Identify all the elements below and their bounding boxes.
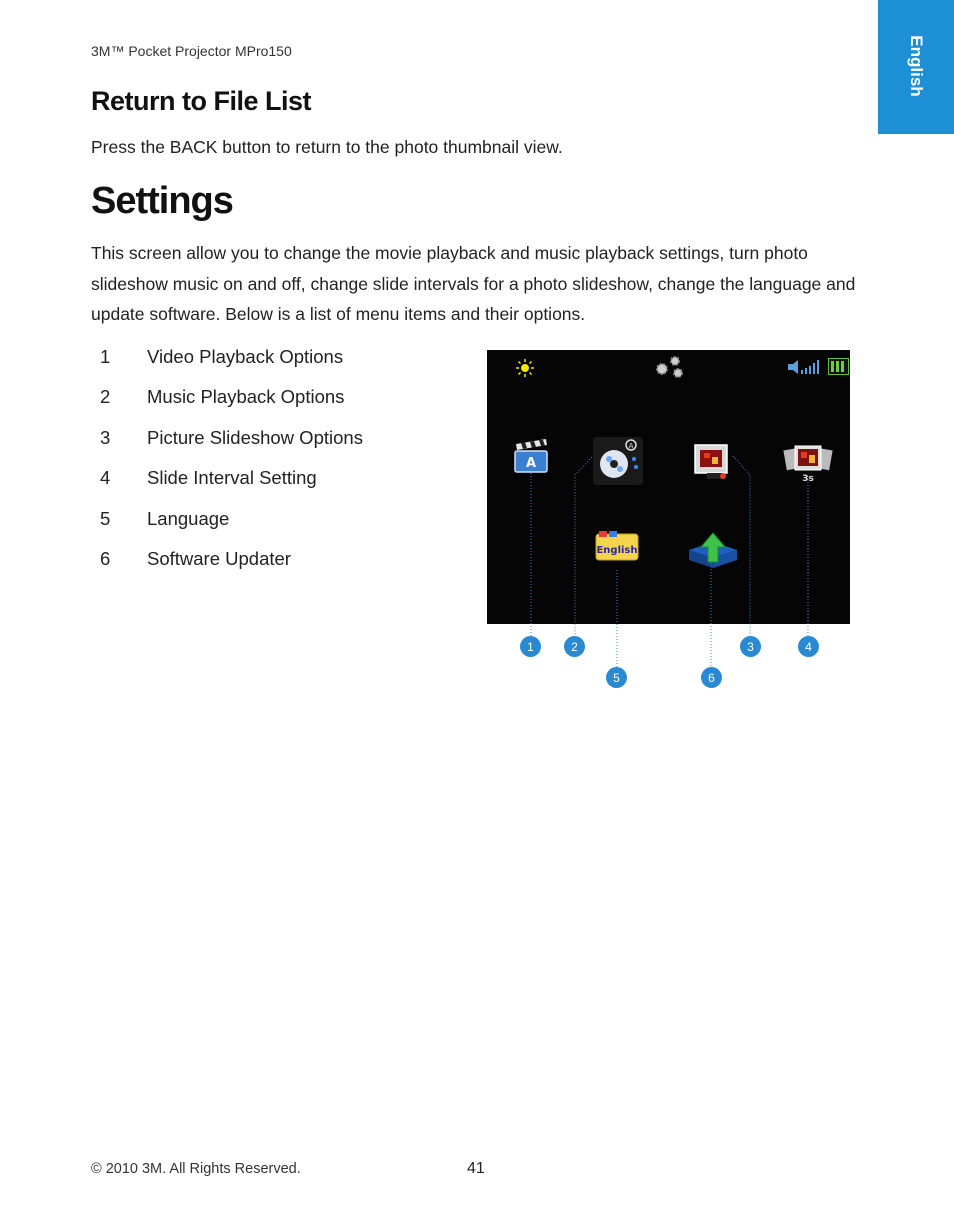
language-icon-label: English — [596, 545, 638, 556]
item-number: 3 — [100, 426, 111, 448]
running-header: 3M™ Pocket Projector MPro150 — [91, 43, 292, 59]
callout-badge-6: 6 — [701, 667, 722, 688]
item-number: 1 — [100, 346, 111, 367]
list-item — [100, 467, 363, 507]
music-disc-icon[interactable] — [593, 437, 643, 485]
volume-icon[interactable] — [787, 359, 823, 375]
page-number: 41 — [467, 1160, 485, 1177]
list-item — [100, 346, 363, 386]
item-number: 5 — [100, 507, 111, 529]
item-number: 4 — [100, 467, 111, 489]
menu-item-list — [100, 346, 363, 588]
settings-heading: Settings — [91, 180, 233, 222]
return-text: Press the BACK button to return to the photo thumbnail view. — [91, 137, 563, 157]
brightness-icon[interactable] — [515, 358, 535, 378]
software-update-icon[interactable] — [687, 532, 739, 570]
copyright: © 2010 3M. All Rights Reserved. — [91, 1161, 301, 1177]
video-clapper-icon[interactable] — [512, 438, 550, 476]
item-label: Music Playback Options — [147, 386, 345, 408]
item-label: Software Updater — [147, 547, 291, 569]
item-label: Language — [147, 507, 230, 529]
settings-screen — [487, 350, 850, 624]
settings-intro: This screen allow you to change the movie playback and music playback settings, turn photo slideshow music on and off, change slide intervals for a photo slideshow, change the language and update software. Below is a list of menu items and their options. — [91, 243, 856, 324]
callout-badge-3: 3 — [740, 636, 761, 657]
language-tab-label: English — [907, 35, 926, 97]
language-tab — [878, 0, 954, 134]
callout-badge-4: 4 — [798, 636, 819, 657]
list-item — [100, 427, 363, 467]
picture-slideshow-icon[interactable] — [693, 443, 733, 481]
callout-badge-2: 2 — [564, 636, 585, 657]
item-number: 6 — [100, 547, 111, 569]
return-heading: Return to File List — [91, 86, 311, 116]
item-label: Slide Interval Setting — [147, 467, 317, 489]
list-item — [100, 386, 363, 426]
item-label: Picture Slideshow Options — [147, 426, 363, 448]
item-number: 2 — [100, 386, 111, 408]
list-item — [100, 508, 363, 548]
item-label: Video Playback Options — [147, 346, 344, 367]
list-item — [100, 548, 363, 588]
language-icon[interactable] — [593, 530, 641, 564]
callout-badge-1: 1 — [520, 636, 541, 657]
interval-label: 3s — [802, 474, 814, 483]
svg-text:A: A — [628, 442, 634, 450]
battery-icon — [828, 358, 849, 375]
slide-interval-icon[interactable] — [783, 443, 833, 483]
callout-badge-5: 5 — [606, 667, 627, 688]
svg-text:A: A — [525, 456, 537, 471]
settings-gears-icon[interactable] — [653, 354, 687, 380]
